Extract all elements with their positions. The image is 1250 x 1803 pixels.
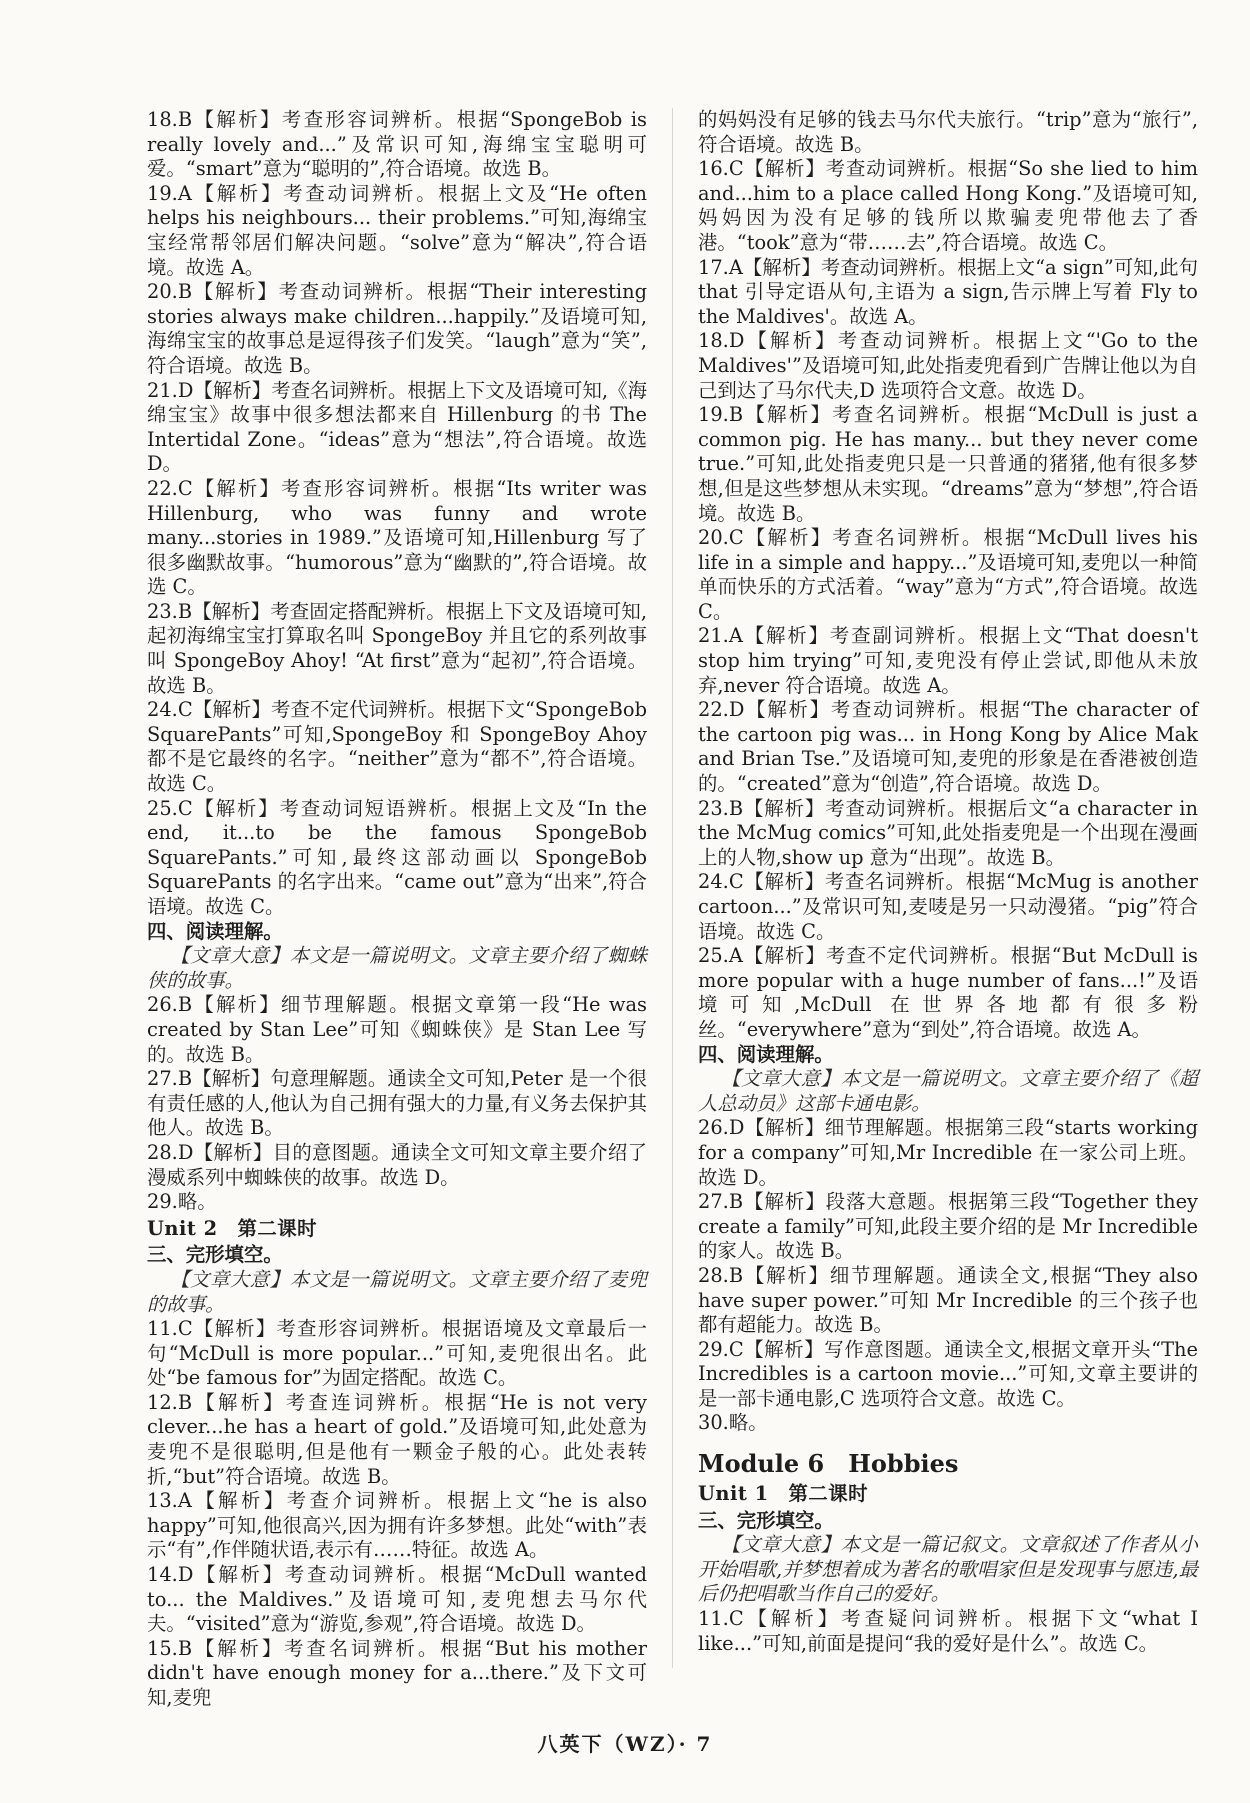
section-heading: 四、阅读理解。: [698, 1042, 834, 1066]
answer-item: 29.略。: [147, 1190, 217, 1214]
answer-item: 16.C【解析】考查动词辨析。根据“So she lied to him and...him to a place called Hong Kong.”及语境可知,妈妈因为没有足够的钱所以欺骗麦兜带他去了香港。“took”意为“带……去”,符合语境。故选 C。: [698, 157, 1198, 254]
unit-heading: Unit 2 第二课时: [147, 1216, 318, 1240]
answer-item: 21.A【解析】考查副词辨析。根据上文“That doesn't stop him trying”可知,麦兜没有停止尝试,即他从未放弃,never 符合语境。故选 A。: [698, 624, 1198, 697]
answer-item: 12.B【解析】考查连词辨析。根据“He is not very clever...he has a heart of gold.”及语境可知,此处意为麦兜不是很聪明,但是他有一颗金子般的心。此处表转折,“but”符合语境。故选 B。: [147, 1390, 647, 1488]
answer-item: 23.B【解析】考查动词辨析。根据后文“a character in the McMug comics”可知,此处指麦兜是一个出现在漫画上的人物,show up 意为“出现”。故选 B。: [698, 796, 1198, 869]
column-divider: [672, 108, 673, 1668]
article-summary: 【文章大意】本文是一篇说明文。文章主要介绍了麦兜的故事。: [147, 1267, 647, 1316]
answer-item: 24.C【解析】考查不定代词辨析。根据下文“SpongeBob SquarePants”可知,SpongeBoy 和 SpongeBoy Ahoy 都不是它最终的名字。“neither”意为“都不”,符合语境。故选 C。: [147, 698, 647, 796]
answer-item: 26.D【解析】细节理解题。根据第三段“starts working for a company”可知,Mr Incredible 在一家公司上班。故选 D。: [698, 1116, 1198, 1189]
answer-item: 25.C【解析】考查动词短语辨析。根据上文及“In the end, it...to be the famous SpongeBob SquarePants.”可知,最终这部动画以 SpongeBob SquarePants 的名字出来。“came out”意为“出来”,符合语境。故选 C。: [147, 796, 647, 918]
module-heading: Module 6 Hobbies: [698, 1449, 959, 1479]
answer-item: 27.B【解析】句意理解题。通读全文可知,Peter 是一个很有责任感的人,他认为自己拥有强大的力量,有义务去保护其他人。故选 B。: [147, 1067, 647, 1140]
answer-item: 28.B【解析】细节理解题。通读全文,根据“They also have super power.”可知 Mr Incredible 的三个孩子也都有超能力。故选 B。: [698, 1263, 1198, 1337]
section-heading: 四、阅读理解。: [147, 919, 283, 943]
article-summary: 【文章大意】本文是一篇记叙文。文章叙述了作者从小开始唱歌,并梦想着成为著名的歌唱家但是发现事与愿违,最后仍把唱歌当作自己的爱好。: [698, 1533, 1198, 1606]
answer-item: 25.A【解析】考查不定代词辨析。根据“But McDull is more popular with a huge number of fans...!”及语境可知,McDull 在世界各地都有很多粉丝。“everywhere”意为“到处”,符合语境。故选 A。: [698, 944, 1198, 1041]
answer-item: 19.A【解析】考查动词辨析。根据上文及“He often helps his neighbours... their problems.”可知,海绵宝宝经常帮邻居们解决问题。“solve”意为“解决”,符合语境。故选 A。: [147, 181, 647, 279]
answer-item: 22.C【解析】考查形容词辨析。根据“Its writer was Hillenburg, who was funny and wrote many...stories in 1989.”及语境可知,Hillenburg 写了很多幽默故事。“humorous”意为“幽默的”,符合语境。故选 C。: [147, 476, 647, 599]
answer-item: 29.C【解析】写作意图题。通读全文,根据文章开头“The Incredibles is a cartoon movie...”可知,文章主要讲的是一部卡通电影,C 选项符合文意。故选 C。: [698, 1337, 1198, 1410]
right-column: [698, 108, 1198, 1656]
article-summary: 【文章大意】本文是一篇说明文。文章主要介绍了《超人总动员》这部卡通电影。: [698, 1067, 1198, 1115]
answer-item: 26.B【解析】细节理解题。根据文章第一段“He was created by Stan Lee”可知《蜘蛛侠》是 Stan Lee 写的。故选 B。: [147, 993, 647, 1066]
answer-item: 18.B【解析】考查形容词辨析。根据“SpongeBob is really lovely and...”及常识可知,海绵宝宝聪明可爱。“smart”意为“聪明的”,符合语境。故选 B。: [147, 108, 647, 181]
answer-item: 14.D【解析】考查动词辨析。根据“McDull wanted to... the Maldives.”及语境可知,麦兜想去马尔代夫。“visited”意为“游览,参观”,符合语境。故选 D。: [147, 1563, 647, 1636]
answer-item: 的妈妈没有足够的钱去马尔代夫旅行。“trip”意为“旅行”,符合语境。故选 B。: [698, 108, 1198, 156]
answer-item: 20.B【解析】考查动词辨析。根据“Their interesting stories always make children...happily.”及语境可知,海绵宝宝的故事总是逗得孩子们发笑。“laugh”意为“笑”,符合语境。故选 B。: [147, 280, 647, 377]
answer-item: 22.D【解析】考查动词辨析。根据“The character of the cartoon pig was... in Hong Kong by Alice Mak and Brian Tse.”及语境可知,麦兜的形象是在香港被创造的。“created”意为“创造”,符合语境。故选 D。: [698, 698, 1198, 796]
answer-item: 20.C【解析】考查名词辨析。根据“McDull lives his life in a simple and happy...”及语境可知,麦兜以一种简单而快乐的方式活着。“way”意为“方式”,符合语境。故选 C。: [698, 526, 1198, 623]
answer-item: 27.B【解析】段落大意题。根据第三段“Together they create a family”可知,此段主要介绍的是 Mr Incredible 的家人。故选 B。: [698, 1190, 1198, 1263]
answer-item: 15.B【解析】考查名词辨析。根据“But his mother didn't have enough money for a...there.”及下文可知,麦兜: [147, 1636, 647, 1709]
answer-item: 24.C【解析】考查名词辨析。根据“McMug is another cartoon...”及常识可知,麦唛是另一只动漫猪。“pig”符合语境。故选 C。: [698, 870, 1198, 943]
answer-item: 19.B【解析】考查名词辨析。根据“McDull is just a common pig. He has many... but they never come true.”可知,此处指麦兜只是一只普通的猪猪,他有很多梦想,但是这些梦想从未实现。“dreams”意为“梦想”,符合语境。故选 B。: [698, 403, 1198, 525]
answer-item: 18.D【解析】考查动词辨析。根据上文“'Go to the Maldives'”及语境可知,此处指麦兜看到广告牌让他以为自己到达了马尔代夫,D 选项符合文意。故选 D。: [698, 329, 1198, 402]
section-heading: 三、完形填空。: [698, 1508, 834, 1532]
article-summary: 【文章大意】本文是一篇说明文。文章主要介绍了蜘蛛侠的故事。: [147, 944, 647, 992]
answer-item: 13.A【解析】考查介词辨析。根据上文“he is also happy”可知,他很高兴,因为拥有许多梦想。此处“with”表示“有”,作伴随状语,表示有……特征。故选 A。: [147, 1489, 647, 1562]
answer-item: 28.D【解析】目的意图题。通读全文可知文章主要介绍了漫威系列中蜘蛛侠的故事。故选 D。: [147, 1140, 647, 1189]
page-footer: 八英下（WZ）· 7: [537, 1732, 713, 1756]
left-column: [147, 108, 647, 1711]
answer-item: 23.B【解析】考查固定搭配辨析。根据上下文及语境可知,起初海绵宝宝打算取名叫 SpongeBoy 并且它的系列故事叫 SpongeBoy Ahoy! “At first”意为“起初”,符合语境。故选 B。: [147, 599, 647, 697]
answer-item: 21.D【解析】考查名词辨析。根据上下文及语境可知,《海绵宝宝》故事中很多想法都来自 Hillenburg 的书 The Intertidal Zone。“ideas”意为“想法”,符合语境。故选 D。: [147, 378, 647, 476]
section-heading: 三、完形填空。: [147, 1243, 283, 1267]
answer-item: 11.C【解析】考查形容词辨析。根据语境及文章最后一句“McDull is more popular...”可知,麦兜很出名。此处“be famous for”为固定搭配。故选 C。: [147, 1317, 647, 1390]
answer-item: 17.A【解析】考查动词辨析。根据上文“a sign”可知,此句 that 引导定语从句,主语为 a sign,告示牌上写着 Fly to the Maldives'。故选 A。: [698, 255, 1198, 328]
answer-item: 11.C【解析】考查疑问词辨析。根据下文“what I like...”可知,前面是提问“我的爱好是什么”。故选 C。: [698, 1607, 1198, 1655]
answer-item: 30.略。: [698, 1411, 768, 1435]
unit-heading: Unit 1 第二课时: [698, 1482, 869, 1506]
